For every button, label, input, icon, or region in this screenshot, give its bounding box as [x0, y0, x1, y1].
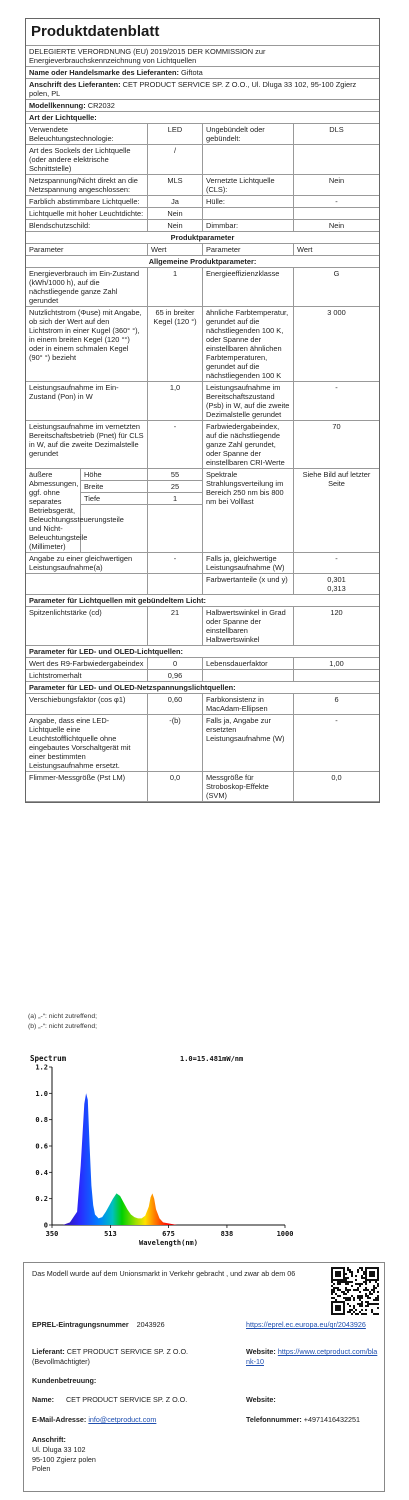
website-row [246, 1347, 380, 1366]
param-value [148, 574, 203, 594]
param-name-2: Hülle: [203, 196, 294, 207]
address-line-3: Polen [32, 1464, 51, 1473]
spectrum-area [52, 1093, 285, 1225]
param-value: 1 [148, 268, 203, 306]
support-heading: Kundenbetreuung: [32, 1376, 97, 1385]
address-line-2: 95-100 Zgierz polen [32, 1454, 96, 1464]
dimension-value: 55 [148, 469, 202, 481]
card-website-link[interactable]: https://www.cetproduct.com/blank-10 [246, 1347, 378, 1366]
param-value: 0 [148, 658, 203, 669]
y-tick-label: 0 [43, 1221, 48, 1230]
card-supplier-label: Lieferant: [32, 1347, 65, 1356]
param-row [26, 715, 379, 772]
param-value-2 [294, 208, 379, 219]
param-row [26, 421, 379, 469]
x-tick-label: 513 [104, 1230, 117, 1238]
light-type-rows [26, 124, 379, 232]
spectral-distribution-label: Spektrale Strahlungsverteilung im Bereich 250 nm bis 800 nm bei Volllast [203, 469, 294, 552]
param-name: Energieverbrauch im Ein-Zustand (kWh/1000 h), auf die nächstliegende ganze Zahl gerundet [26, 268, 148, 306]
param-name-2: Ungebündelt oder gebündelt: [203, 124, 294, 144]
param-name-2: Falls ja, gleichwertige Leistungsaufnahme (W) [203, 553, 294, 573]
param-name: Blendschutzschild: [26, 220, 148, 231]
param-value: 1,0 [148, 382, 203, 420]
param-value: 0,96 [148, 670, 203, 681]
equivalent-power-rows [26, 553, 379, 595]
dimension-items [81, 469, 148, 552]
param-value-2 [294, 670, 379, 681]
x-axis-label: Wavelength(nm) [138, 1239, 199, 1247]
footnotes [28, 1012, 97, 1032]
param-value-2 [294, 145, 379, 174]
product-params-heading: Produktparameter [26, 232, 379, 244]
param-value: 21 [148, 607, 203, 645]
card-name-label: Name: [32, 1395, 54, 1404]
name-row [32, 1395, 187, 1405]
param-value-2: DLS [329, 125, 344, 134]
spectrum-annotation: 1.0=15.481mW/nm [180, 1055, 244, 1063]
product-data-sheet [25, 18, 380, 803]
param-row [26, 268, 379, 307]
y-tick-label: 0.2 [35, 1195, 48, 1204]
x-tick-label: 1000 [276, 1230, 293, 1238]
market-text: Das Modell wurde auf dem Unionsmarkt in Verkehr gebracht , und zwar ab dem 06 [32, 1269, 296, 1278]
param-value-2: 1,00 [329, 659, 344, 668]
supplier-row [32, 1347, 242, 1366]
dimensions-row [26, 469, 379, 553]
param-name: Verschiebungsfaktor (cos φ1) [26, 694, 148, 714]
x-tick-label: 350 [45, 1230, 59, 1238]
param-value: Nein [148, 208, 203, 219]
param-value-2: 6 [334, 695, 339, 704]
supplier-address-row [26, 79, 379, 100]
param-value-2: G [333, 269, 340, 278]
regulation-text: DELEGIERTE VERORDNUNG (EU) 2019/2015 DER KOMMISSION zur Energieverbrauchskennzeichnung von Lichtquellen [26, 46, 379, 67]
param-name-2: Energieeffizienzklasse [203, 268, 294, 306]
card-phone-value: +4971416432251 [303, 1415, 360, 1424]
model-label: Modellkennung: [29, 101, 86, 110]
footnote-b: (b) „-“: nicht zutreffend; [28, 1023, 98, 1030]
y-tick-label: 1.2 [35, 1063, 48, 1072]
param-value-2: - [335, 383, 338, 392]
param-name-2: Farbwertanteile (x und y) [203, 574, 294, 594]
led-rows [26, 658, 379, 682]
mains-rows [26, 694, 379, 802]
param-name: Netzspannung/Nicht direkt an die Netzspannung angeschlossen: [26, 175, 148, 195]
param-name-2: Messgröße für Stroboskop-Effekte (SVM) [203, 772, 294, 801]
spectrum-svg [30, 1053, 293, 1250]
param-row [26, 208, 379, 220]
spectral-distribution-value: Siehe Bild auf letzter Seite [302, 470, 371, 488]
param-row [26, 145, 379, 175]
param-value-2: 70 [332, 422, 341, 431]
card-phone-label: Telefonnummer: [246, 1415, 302, 1424]
website2-label: Website: [246, 1395, 276, 1404]
param-name-2: Vernetzte Lichtquelle (CLS): [203, 175, 294, 195]
param-row [26, 382, 379, 421]
param-name-2 [203, 208, 294, 219]
param-name-2: Farbwiedergabeindex, auf die nächstliegende ganze Zahl gerundet, oder Spanne der einstellbaren CRI-Werte [203, 421, 294, 468]
param-name: Leistungsaufnahme im vernetzten Bereitschaftsbetrieb (Pnet) für CLS in W, auf die zweite Dezimalstelle gerundet [26, 421, 148, 468]
supplier-name-label: Name oder Handelsmarke des Lieferanten: [29, 68, 179, 77]
param-value: 0,60 [148, 694, 203, 714]
y-tick-label: 0.4 [35, 1168, 48, 1177]
param-row [26, 694, 379, 715]
y-tick-label: 0.6 [35, 1142, 48, 1151]
model-value: CR2032 [87, 101, 115, 110]
y-tick-label: 0.8 [35, 1116, 48, 1125]
sheet-title: Produktdatenblatt [26, 19, 379, 46]
dimensions-label: äußere Abmessungen, ggf. ohne separates Betriebsgerät, Beleuchtungssteuerungsteile und Nicht-Beleuchtungsteile (Millimeter) [26, 469, 81, 552]
param-value: Ja [148, 196, 203, 207]
param-row [26, 574, 379, 595]
param-name-2 [203, 670, 294, 681]
card-supplier-value: CET PRODUCT SERVICE SP. Z O.O. (Bevollmächtigter) [32, 1347, 189, 1366]
param-value-2: - [335, 716, 338, 725]
param-value-2: Nein [328, 221, 345, 230]
param-name-2: Halbwertswinkel in Grad oder Spanne der einstellbaren Halbwertswinkel [203, 607, 294, 645]
eprel-label: EPREL-Eintragungsnummer [32, 1320, 129, 1329]
eprel-link[interactable]: https://eprel.ec.europa.eu/qr/2043926 [246, 1320, 366, 1329]
x-tick-label: 675 [162, 1230, 175, 1238]
supplier-name: Giftota [180, 68, 203, 77]
header-value-2: Wert [297, 245, 313, 254]
param-name-2: Leistungsaufnahme im Bereitschaftszustand (Psb) in W, auf die zweite Dezimalstelle gerundet [203, 382, 294, 420]
param-name: Wert des R9-Farbwiedergabeindex [26, 658, 148, 669]
address-label: Anschrift: [32, 1435, 66, 1444]
email-row [32, 1415, 156, 1425]
directional-rows [26, 607, 379, 646]
param-name-2: Falls ja, Angabe zur ersetzten Leistungsaufnahme (W) [203, 715, 294, 771]
dimension-values [148, 469, 203, 552]
param-name: Leistungsaufnahme im Ein-Zustand (Pon) in W [26, 382, 148, 420]
param-value-2: 3 000 [327, 308, 346, 317]
param-row [26, 772, 379, 802]
dimension-value: 25 [148, 481, 202, 493]
param-value: LED [148, 124, 203, 144]
dimension-key: Breite [81, 481, 148, 493]
general-params-heading: Allgemeine Produktparameter: [26, 256, 379, 268]
supplier-address-label: Anschrift des Lieferanten: [29, 80, 121, 89]
footnote-a: (a) „-“: nicht zutreffend; [28, 1013, 98, 1020]
address-line-1: Ul. Dluga 33 102 [32, 1445, 86, 1454]
param-value-2: 0,0 [331, 773, 342, 782]
param-value: MLS [148, 175, 203, 195]
param-name-2: Farbkonsistenz in MacAdam-Ellipsen [203, 694, 294, 714]
param-name: Angabe zu einer gleichwertigen Leistungsaufnahme(a) [26, 553, 148, 573]
card-website-label: Website: [246, 1347, 276, 1356]
param-name: Verwendete Beleuchtungstechnologie: [26, 124, 148, 144]
card-email-link[interactable]: info@cetproduct.com [88, 1415, 157, 1424]
param-value: / [148, 145, 203, 174]
param-value: 0,0 [148, 772, 203, 801]
param-row [26, 553, 379, 574]
param-name-2: Dimmbar: [203, 220, 294, 231]
param-name: Art des Sockels der Lichtquelle (oder andere elektrische Schnittstelle) [26, 145, 148, 174]
param-value: - [148, 553, 203, 573]
card-email-label: E-Mail-Adresse: [32, 1415, 87, 1424]
supplier-name-row [26, 67, 379, 79]
eprel-row [32, 1320, 165, 1330]
x-tick-label: 838 [220, 1230, 234, 1238]
address-lines [32, 1445, 96, 1474]
header-parameter-2: Parameter [203, 244, 294, 255]
param-row [26, 307, 379, 382]
param-value: Nein [148, 220, 203, 231]
param-value-2: - [335, 197, 338, 206]
param-name: Flimmer-Messgröße (Pst LM) [26, 772, 148, 801]
mains-heading: Parameter für LED- und OLED-Netzspannungslichtquellen: [26, 682, 379, 694]
directional-heading: Parameter für Lichtquellen mit gebündeltem Licht: [26, 595, 379, 607]
header-value-1: Wert [148, 244, 203, 255]
dimension-value: 1 [148, 493, 202, 505]
dimension-key: Tiefe [81, 493, 148, 505]
param-row [26, 220, 379, 232]
model-row [26, 100, 379, 112]
param-name-2: Lebensdauerfaktor [203, 658, 294, 669]
eprel-value: 2043926 [136, 1320, 165, 1329]
param-row [26, 658, 379, 670]
param-name-2 [203, 145, 294, 174]
param-name: Lichtstromerhalt [26, 670, 148, 681]
param-name: Angabe, dass eine LED-Lichtquelle eine Leuchtstofflichtquelle ohne eingebautes Vorschaltgerät mit einer bestimmten Leistungsaufnahme ersetzt. [26, 715, 148, 771]
dimension-key: Höhe [81, 469, 148, 481]
param-header-row [26, 244, 379, 256]
qr-code-icon[interactable] [331, 1267, 379, 1315]
spectrum-title: Spectrum [30, 1054, 67, 1063]
card-name-value: CET PRODUCT SERVICE SP. Z O.O. [65, 1395, 188, 1404]
param-value-2: - [335, 554, 338, 563]
supplier-address: CET PRODUCT SERVICE SP. Z O.O., Ul. Dluga 33 102, 95-100 Zgierz polen, PL [29, 80, 357, 98]
param-row [26, 175, 379, 196]
param-value: -(b) [148, 715, 203, 771]
param-name-2: ähnliche Farbtemperatur, gerundet auf die nächstliegenden 100 K, oder Spanne der einstellbaren ähnlichen Farbtemperaturen, gerundet auf die nächstliegenden 100 K [203, 307, 294, 381]
param-name: Farblich abstimmbare Lichtquelle: [26, 196, 148, 207]
general-param-rows [26, 268, 379, 469]
param-row [26, 196, 379, 208]
param-name: Nutzlichtstrom (Φuse) mit Angabe, ob sich der Wert auf den Lichtstrom in einer Kugel (360° °), in einem breiten Kegel (120 °°) oder in einem schmalen Kegel (90° °) bezieht [26, 307, 148, 381]
param-name: Spitzenlichtstärke (cd) [26, 607, 148, 645]
spectrum-chart [30, 1053, 293, 1250]
light-type-heading: Art der Lichtquelle: [26, 112, 379, 124]
param-value-2: Nein [328, 176, 345, 185]
param-row [26, 124, 379, 145]
param-value-2: 0,301 0,313 [327, 575, 346, 593]
eprel-info-card [23, 1262, 385, 1492]
dimensions-cell [26, 469, 148, 552]
param-value: 65 in breiter Kegel (120 °) [148, 307, 203, 381]
param-value: - [148, 421, 203, 468]
param-row [26, 670, 379, 682]
y-tick-label: 1.0 [35, 1089, 48, 1098]
phone-row [246, 1415, 360, 1425]
param-name [26, 574, 148, 594]
param-name: Lichtquelle mit hoher Leuchtdichte: [26, 208, 148, 219]
header-parameter-1: Parameter [26, 244, 148, 255]
param-value-2: 120 [330, 608, 343, 617]
param-row [26, 607, 379, 646]
led-heading: Parameter für LED- und OLED-Lichtquellen: [26, 646, 379, 658]
